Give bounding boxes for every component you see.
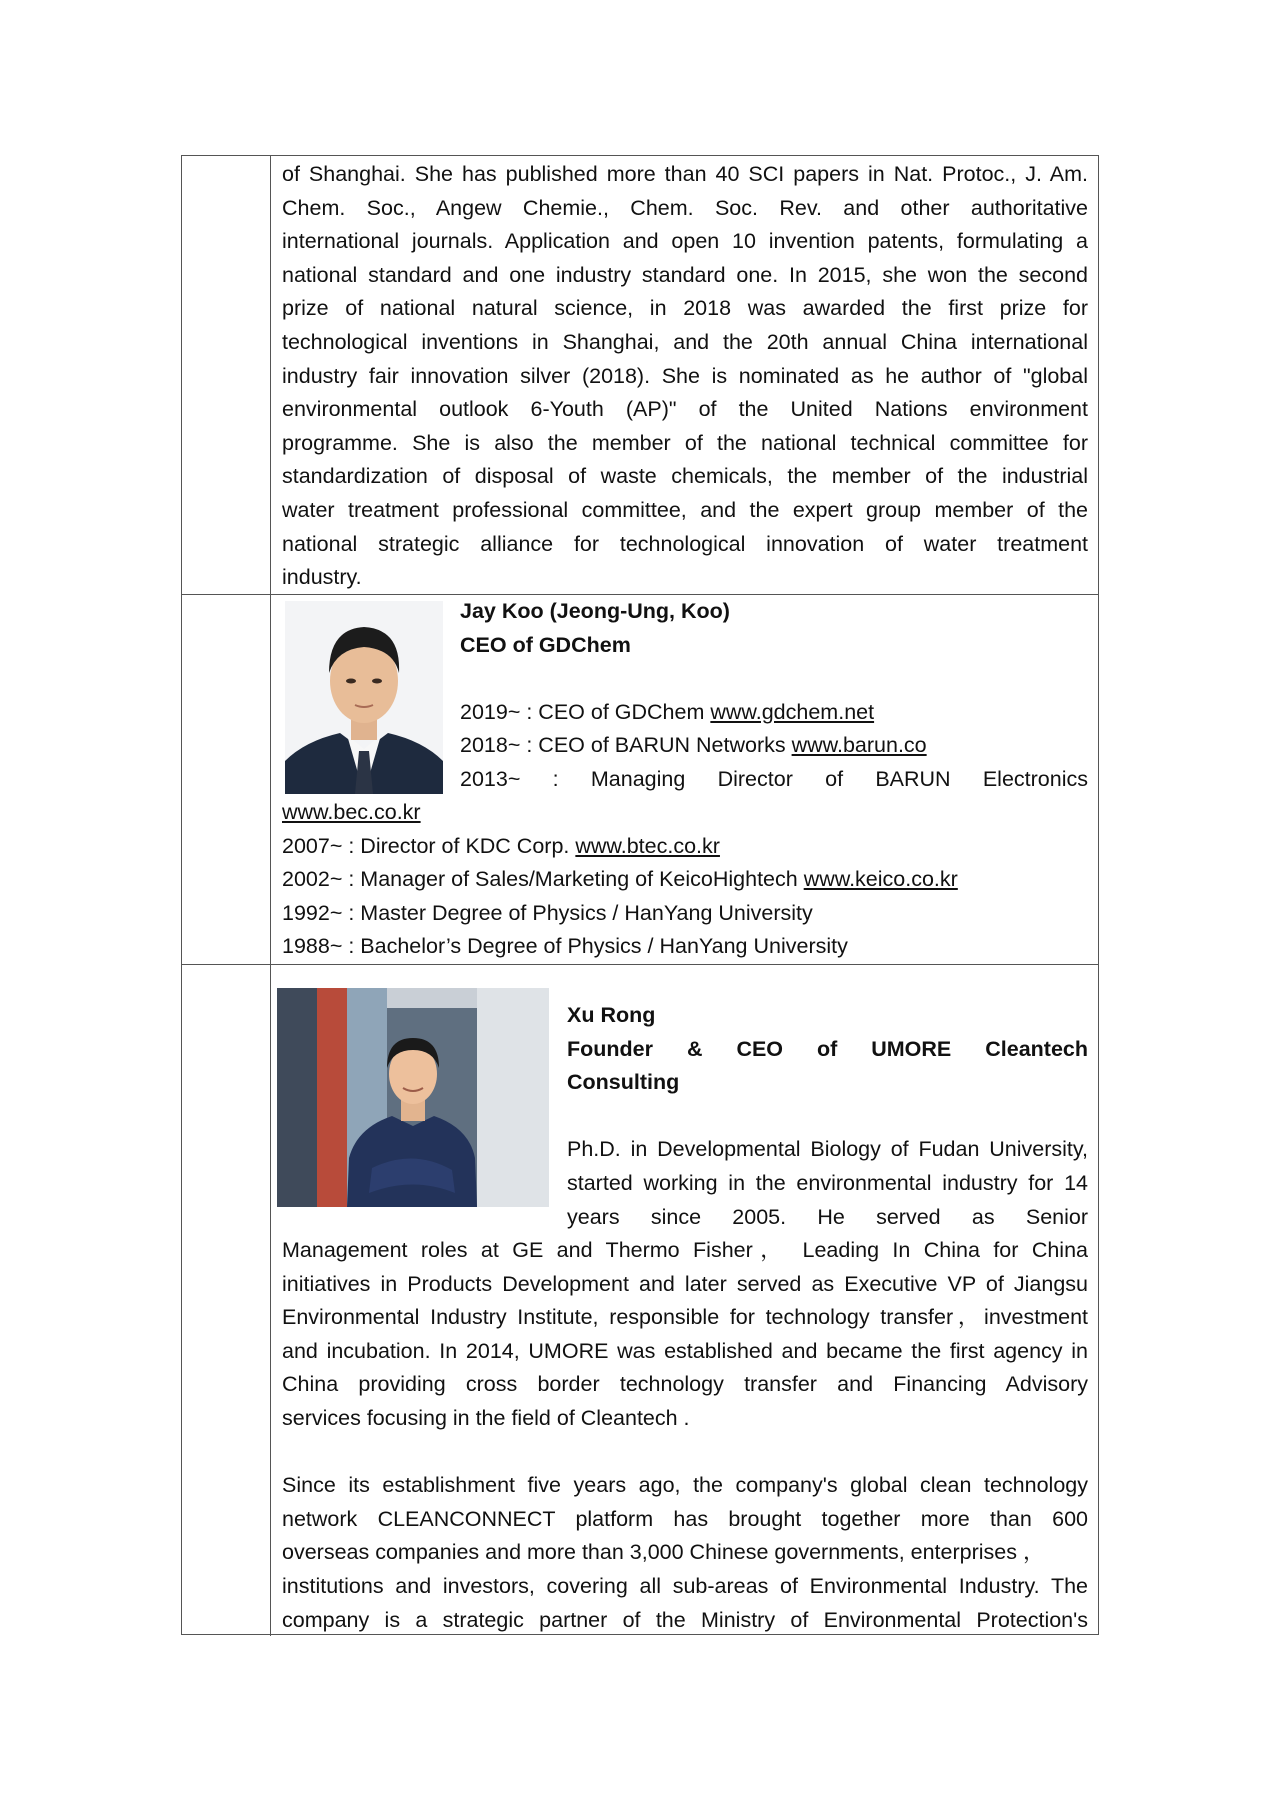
bio-line: international journals. Application and open 10 invention patents, formulating a [282,229,1088,254]
person-title: CEO of GDChem [460,632,631,657]
person-title: Founder & CEO of UMORE Cleantech [567,1036,1088,1061]
xu-rong-header [567,999,1088,1234]
barun-link[interactable]: www.barun.co [791,733,927,758]
bio-line: Chem. Soc., Angew Chemie., Chem. Soc. Rev. and other authoritative [282,195,1088,220]
career-item: 2007~ : Director of KDC Corp. www.btec.co.kr [282,833,720,858]
bio-line: started working in the environmental industry for 14 [567,1170,1088,1195]
bio-line: standardization of disposal of waste chemicals, the member of the industrial [282,464,1088,489]
bio-line: Since its establishment five years ago, the company's global clean technology [282,1473,1088,1498]
career-item: 2018~ : CEO of BARUN Networks www.barun.co [460,733,927,758]
bio-line: services focusing in the field of Cleantech . [282,1405,690,1430]
left-column-cell [182,965,271,1636]
bio-line: institutions and investors, covering all sub-areas of Environmental Industry. The [282,1573,1088,1598]
bio-line: Environmental Industry Institute, responsible for technology transfer，investment [282,1305,1088,1330]
bio-line: industry fair innovation silver (2018). She is nominated as he author of "global [282,363,1088,388]
bio-line: and incubation. In 2014, UMORE was established and became the first agency in [282,1338,1088,1363]
xu-rong-portrait [277,988,549,1207]
table-row [182,156,1098,595]
btec-link[interactable]: www.btec.co.kr [575,833,720,858]
bio-line: years since 2005. He served as Senior [567,1204,1088,1229]
profile-table [181,155,1099,1635]
bio-line: industry. [282,565,362,590]
left-column-cell [182,156,271,594]
bio-line: Ph.D. in Developmental Biology of Fudan University, [567,1137,1088,1162]
career-item: 2013~ : Managing Director of BARUN Electronics [460,766,1088,791]
bio-line: national strategic alliance for technological innovation of water treatment [282,531,1088,556]
bio-line: technological inventions in Shanghai, and the 20th annual China international [282,329,1088,354]
keico-link[interactable]: www.keico.co.kr [803,867,958,892]
bio-line: prize of national natural science, in 2018 was awarded the first prize for [282,296,1088,321]
bec-link[interactable]: www.bec.co.kr [282,800,421,824]
jay-koo-header [460,595,1088,797]
bio-line: China providing cross border technology transfer and Financing Advisory [282,1372,1088,1397]
career-item: 2019~ : CEO of GDChem www.gdchem.net [460,699,875,724]
jay-koo-career-continued [282,796,1088,964]
xu-rong-bio [282,1234,1088,1637]
bio-line: water treatment professional committee, and the expert group member of the [282,497,1088,522]
jay-koo-portrait [285,601,443,794]
career-item: 1988~ : Bachelor’s Degree of Physics / HanYang University [282,934,848,959]
career-item: 1992~ : Master Degree of Physics / HanYang University [282,900,813,925]
table-row [182,965,1098,1636]
person-name: Jay Koo (Jeong-Ung, Koo) [460,599,730,623]
bio-line: environmental outlook 6-Youth (AP)" of the United Nations environment [282,397,1088,422]
table-row [182,595,1098,965]
bio-line: programme. She is also the member of the national technical committee for [282,430,1088,455]
bio-line: network CLEANCONNECT platform has brought together more than 600 [282,1506,1088,1531]
gdchem-link[interactable]: www.gdchem.net [710,699,875,724]
person-title-continued: Consulting [567,1070,680,1095]
bio-line: initiatives in Products Development and later served as Executive VP of Jiangsu [282,1271,1088,1296]
career-item: 2002~ : Manager of Sales/Marketing of KeicoHightech www.keico.co.kr [282,867,958,892]
bio-line: of Shanghai. She has published more than 40 SCI papers in Nat. Protoc., J. Am. [282,162,1088,186]
person-name: Xu Rong [567,1003,656,1027]
left-column-cell [182,595,271,964]
bio-line: overseas companies and more than 3,000 Chinese governments, enterprises ， [282,1540,1045,1565]
bio-line: Management roles at GE and Thermo Fisher， Leading In China for China [282,1238,1088,1262]
bio-text-continued [282,158,1088,595]
bio-line: national standard and one industry standard one. In 2015, she won the second [282,262,1088,287]
bio-line: company is a strategic partner of the Ministry of Environmental Protection's [282,1607,1088,1632]
